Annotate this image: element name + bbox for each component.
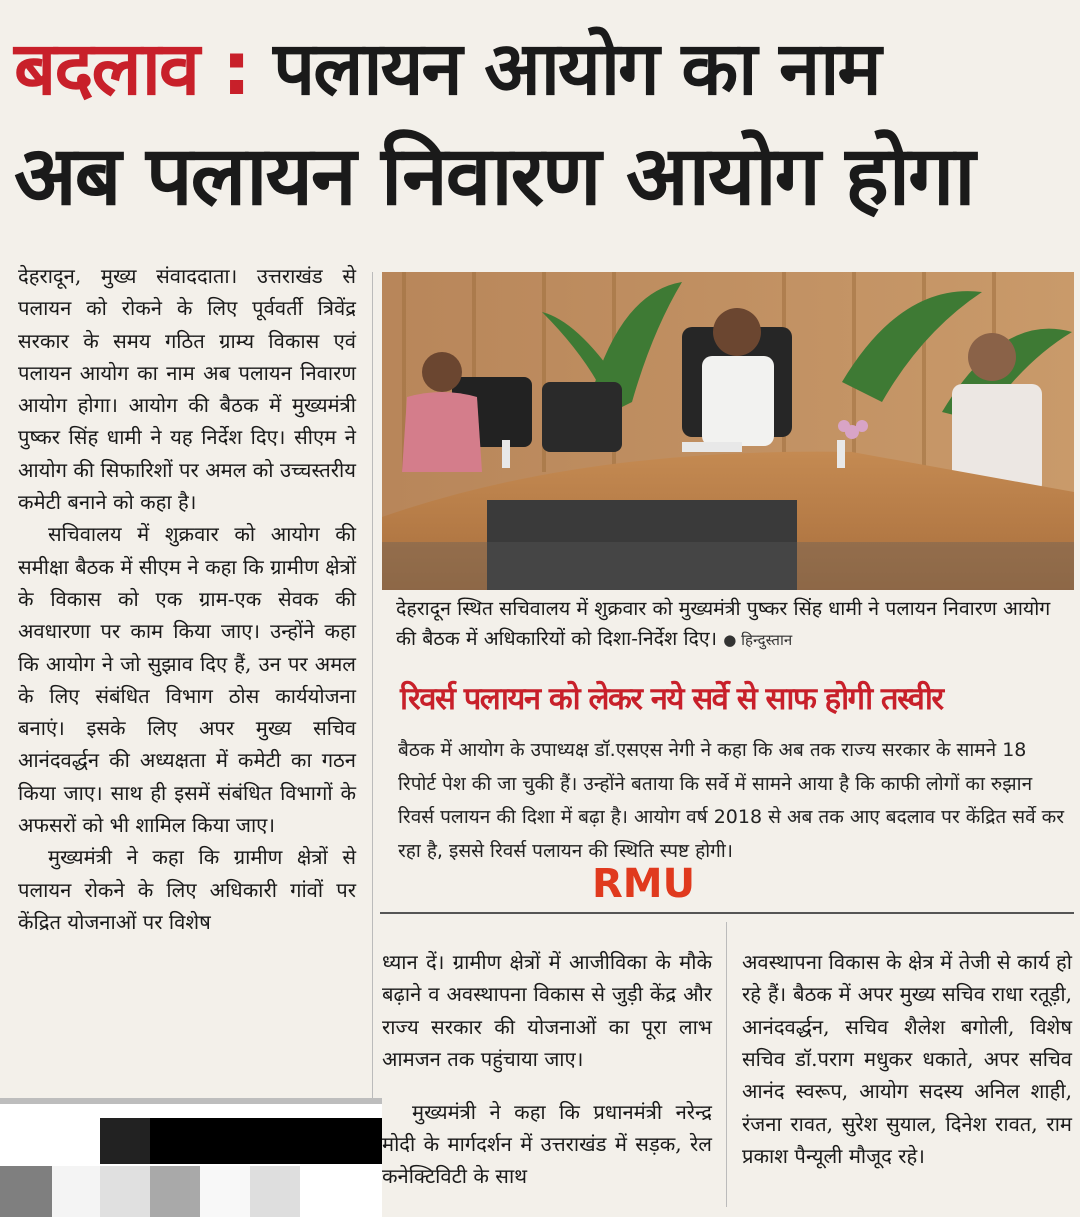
article-paragraph: मुख्यमंत्री ने कहा कि ग्रामीण क्षेत्रों से पलायन रोकने के लिए अधिकारी गांवों पर केंद्रित योजनाओं पर विशेष bbox=[18, 845, 356, 934]
headline-line-1-text: पलायन आयोग का नाम bbox=[273, 26, 880, 112]
headline-line-2: अब पलायन निवारण आयोग होगा bbox=[14, 129, 974, 224]
headline-line-1 bbox=[14, 14, 880, 124]
watermark: RMU bbox=[592, 861, 696, 907]
article-paragraph: सचिवालय में शुक्रवार को आयोग की समीक्षा बैठक में सीएम ने कहा कि ग्रामीण क्षेत्रों के विकास को एक ग्राम-एक सेवक की अवधारणा पर काम किया जाए। उन्होंने कहा कि आयोग ने जो सुझाव दिए हैं, उन पर अमल के लिए संबंधित विभाग ठोस कार्ययोजना बनाएं। इसके लिए अपर मुख्य सचिव आनंदवर्द्धन की अध्यक्षता में कमेटी का गठन किया जाए। साथ ही इसमें संबंधित विभागों के अफसरों को भी शामिल किया जाए। bbox=[18, 522, 356, 838]
box-subheading: रिवर्स पलायन को लेकर नये सर्वे से साफ होगी तस्वीर bbox=[400, 681, 943, 717]
headline-label: बदलाव : bbox=[14, 26, 250, 112]
box-bottom-rule bbox=[380, 912, 1074, 914]
article-column-right bbox=[742, 926, 1072, 1192]
article-paragraph: देहरादून, मुख्य संवाददाता। उत्तराखंड से पलायन को रोकने के लिए पूर्ववर्ती त्रिवेंद्र सरकार के समय गठित ग्राम्य विकास एवं पलायन आयोग का नाम अब पलायन निवारण आयोग होगा। आयोग की बैठक में मुख्यमंत्री पुष्कर सिंह धामी ने यह निर्देश दिए। सीएम ने आयोग की सिफारिशों पर अमल को उच्चस्तरीय कमेटी बनाने को कहा है। bbox=[18, 264, 356, 515]
article-column-middle bbox=[382, 926, 712, 1213]
article-paragraph: ध्यान दें। ग्रामीण क्षेत्रों में आजीविका के मौके बढ़ाने व अवस्थापना विकास से जुड़ी केंद्र और राज्य सरकार की योजनाओं का पूरा लाभ आमजन तक पहुंचाया जाए। bbox=[382, 950, 712, 1072]
article-column-left bbox=[18, 260, 356, 938]
photo-caption bbox=[396, 594, 1072, 655]
photo-caption-text: देहरादून स्थित सचिवालय में शुक्रवार को मुख्यमंत्री पुष्कर सिंह धामी ने पलायन निवारण आयोग की बैठक में अधिकारियों को दिशा-निर्देश दिए। bbox=[396, 597, 1051, 650]
article-paragraph: अवस्थापना विकास के क्षेत्र में तेजी से कार्य हो रहे हैं। बैठक में अपर मुख्य सचिव राधा रतूड़ी, आनंदवर्द्धन, सचिव शैलेश बगोली, विशेष सचिव डॉ.पराग मधुकर धकाते, अपर सचिव आनंद स्वरूप, आयोग सदस्य अनिल शाही, रंजना रावत, सुरेश सुयाल, दिनेश रावत, राम प्रकाश पैन्यूली मौजूद रहे। bbox=[742, 950, 1072, 1168]
box-text: बैठक में आयोग के उपाध्यक्ष डॉ.एसएस नेगी ने कहा कि अब तक राज्य सरकार के सामने 18 रिपोर्ट पेश की जा चुकी हैं। उन्होंने बताया कि सर्वे में सामने आया है कि काफी लोगों का रुझान रिवर्स पलायन की दिशा में बढ़ा है। आयोग वर्ष 2018 से अब तक आए बदलाव पर केंद्रित सर्वे कर रहा है, इससे रिवर्स पलायन की स्थिति स्पष्ट होगी। bbox=[398, 739, 1065, 862]
redacted-area bbox=[0, 1098, 382, 1217]
column-divider-left bbox=[372, 272, 373, 1207]
article-paragraph: मुख्यमंत्री ने कहा कि प्रधानमंत्री नरेन्द्र मोदी के मार्गदर्शन में उत्तराखंड में सड़क, रेल कनेक्टिविटी के साथ bbox=[382, 1099, 712, 1189]
photo-credit: ● हिन्दुस्तान bbox=[723, 631, 793, 649]
meeting-photo bbox=[382, 272, 1074, 590]
column-divider-right bbox=[726, 922, 727, 1207]
